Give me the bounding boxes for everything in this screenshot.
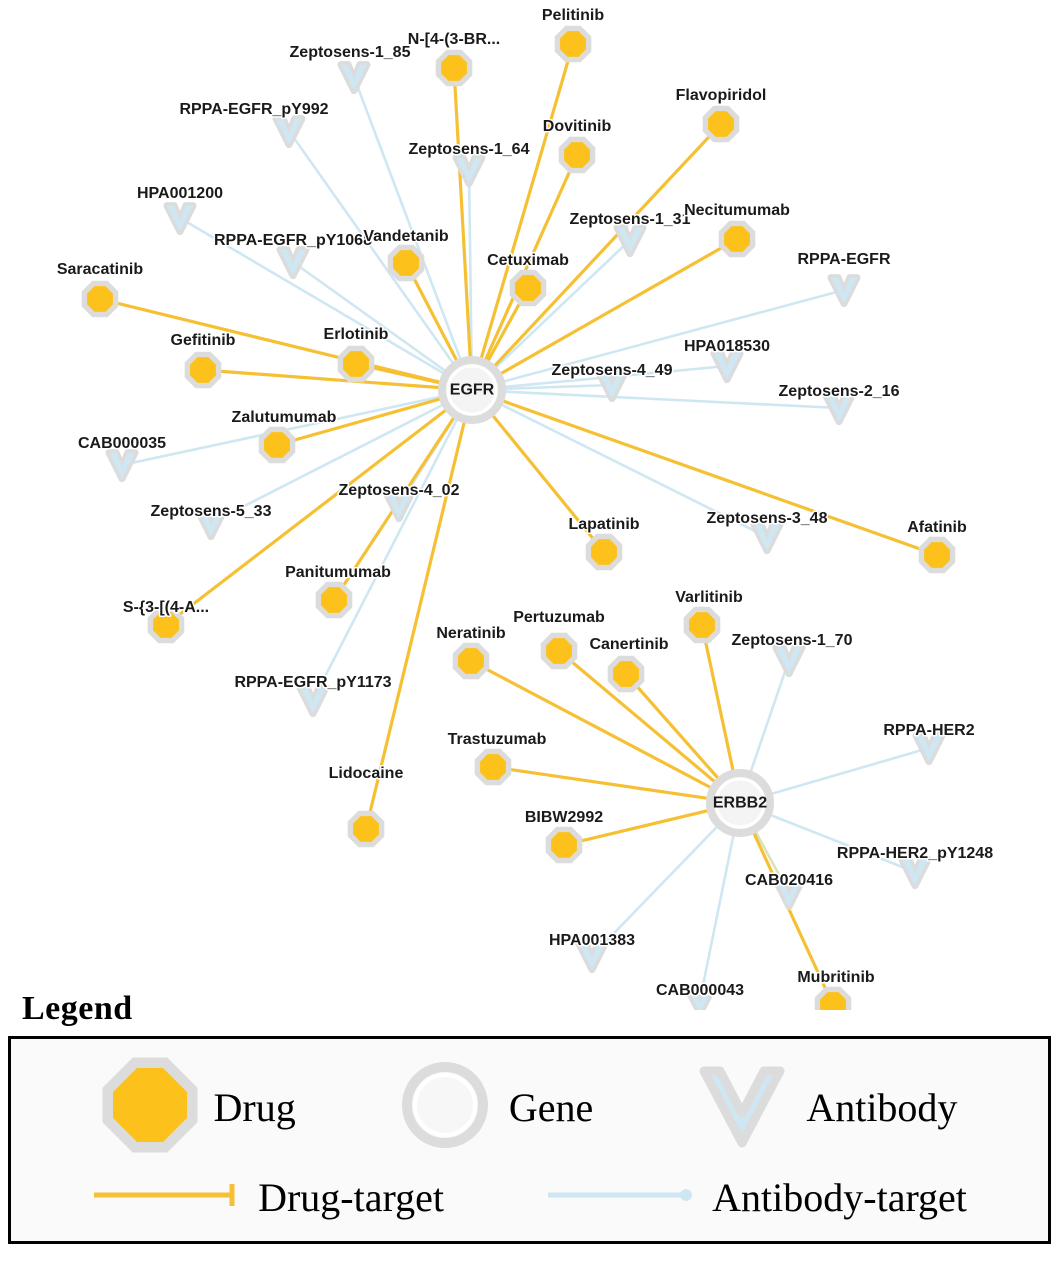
- drug-node-label: Necitumumab: [684, 202, 790, 219]
- drug-node: [391, 248, 421, 278]
- drug-node-label: Erlotinib: [323, 326, 389, 343]
- antibody-node-label: Zeptosens-2_16: [778, 383, 900, 400]
- legend: [8, 990, 1051, 1244]
- drug-target-edge: [626, 674, 720, 781]
- antibody-node: [341, 65, 367, 91]
- drug-node: [188, 355, 218, 385]
- drug-node-label: Zalutumumab: [231, 409, 337, 426]
- drug-node-label: Cetuximab: [487, 252, 569, 269]
- drug-target-edge-icon: [92, 1180, 242, 1215]
- drug-node-label: Gefitinib: [170, 332, 236, 349]
- legend-edge-row: [11, 1167, 1048, 1227]
- drug-node: [558, 29, 588, 59]
- drug-node-label: Pelitinib: [541, 7, 605, 24]
- drug-node: [341, 349, 371, 379]
- drug-node: [456, 646, 486, 676]
- antibody-node-label: Zeptosens-1_85: [289, 44, 411, 61]
- drug-node: [351, 814, 381, 844]
- drug-node-label: S-{3-[(4-A...: [122, 599, 210, 616]
- drug-node: [544, 636, 574, 666]
- antibody-node-label: Zeptosens-5_33: [150, 503, 272, 520]
- drug-node-label: Neratinib: [436, 625, 506, 642]
- antibody-node: [276, 119, 302, 145]
- antibody-node-label: RPPA-EGFR: [797, 251, 891, 268]
- legend-box: [8, 1036, 1051, 1244]
- antibody-node-label: HPA018530: [684, 338, 770, 355]
- antibody-node-label: Zeptosens-1_31: [569, 211, 691, 228]
- drug-target-edge: [702, 625, 734, 774]
- drug-node-label: Flavopiridol: [675, 87, 767, 104]
- antibody-chevron-icon: [694, 1057, 790, 1158]
- antibody-node: [916, 736, 942, 762]
- legend-item-gene: [397, 1057, 593, 1158]
- drug-node: [85, 284, 115, 314]
- antibody-node-label: Zeptosens-4_02: [338, 482, 460, 499]
- antibody-node-label: RPPA-EGFR_pY992: [179, 101, 329, 118]
- antibody-node-label: Zeptosens-3_48: [706, 510, 828, 527]
- gene-node-label: EGFR: [449, 381, 495, 399]
- drug-target-edge: [100, 299, 443, 383]
- antibody-node-label: Zeptosens-1_70: [731, 632, 853, 649]
- drug-target-edge: [480, 44, 573, 361]
- antibody-node-label: Zeptosens-1_64: [408, 141, 530, 158]
- drug-target-edge: [454, 68, 470, 360]
- legend-label-drug: Drug: [213, 1084, 296, 1130]
- drug-node: [687, 610, 717, 640]
- legend-shape-row: [11, 1053, 1048, 1161]
- antibody-node: [714, 354, 740, 380]
- antibody-node: [300, 688, 326, 714]
- antibody-target-edge: [750, 660, 789, 775]
- antibody-node-label: RPPA-HER2: [883, 722, 975, 739]
- drug-node-label: Afatinib: [907, 519, 967, 536]
- antibody-node-label: CAB000035: [77, 435, 167, 452]
- drug-node-label: Trastuzumab: [447, 731, 547, 748]
- drug-node-label: Dovitinib: [542, 118, 612, 135]
- legend-title: Legend: [22, 990, 133, 1027]
- drug-node: [922, 540, 952, 570]
- antibody-target-edge: [354, 77, 461, 362]
- drug-node-label: Lidocaine: [328, 765, 404, 782]
- drug-node: [562, 140, 592, 170]
- gene-circle-icon: [397, 1057, 493, 1158]
- drug-node-label: Canertinib: [589, 636, 669, 653]
- label-layer: [57, 7, 993, 999]
- legend-item-drug-target: [92, 1174, 444, 1221]
- drug-octagon-icon: [102, 1057, 198, 1158]
- drug-node: [262, 430, 292, 460]
- antibody-node: [776, 648, 802, 674]
- antibody-node: [280, 250, 306, 276]
- drug-node: [722, 224, 752, 254]
- drug-node-label: Lapatinib: [568, 516, 640, 533]
- drug-node-label: Panitumumab: [285, 564, 391, 581]
- drug-target-edge: [500, 400, 937, 555]
- antibody-node: [109, 453, 135, 479]
- legend-item-drug: [102, 1057, 296, 1158]
- drug-node-label: Mubritinib: [797, 969, 875, 986]
- antibody-node-label: RPPA-HER2_pY1248: [836, 845, 994, 862]
- antibody-node: [754, 525, 780, 551]
- legend-label-gene: Gene: [508, 1084, 594, 1130]
- antibody-node-label: CAB020416: [744, 872, 834, 889]
- legend-label-antibody-target: Antibody-target: [712, 1174, 967, 1220]
- drug-node: [549, 830, 579, 860]
- antibody-node: [167, 206, 193, 232]
- drug-node-label: Pertuzumab: [513, 609, 605, 626]
- drug-node-label: BIBW2992: [524, 809, 604, 826]
- drug-node-label: Saracatinib: [56, 261, 144, 278]
- legend-item-antibody-target: [546, 1174, 967, 1221]
- legend-label-antibody: Antibody: [806, 1084, 958, 1130]
- antibody-target-edge-icon: [546, 1180, 696, 1215]
- drug-node: [439, 53, 469, 83]
- antibody-node: [902, 860, 928, 886]
- drug-node-label: N-[4-(3-BR...: [407, 31, 501, 48]
- antibody-target-edge: [700, 832, 734, 1000]
- antibody-target-edge: [769, 748, 929, 795]
- antibody-node-label: HPA001200: [137, 185, 223, 202]
- antibody-node-label: CAB000043: [655, 982, 745, 999]
- drug-node: [611, 659, 641, 689]
- legend-label-drug-target: Drug-target: [258, 1174, 444, 1220]
- antibody-node: [831, 278, 857, 304]
- gene-node-label: ERBB2: [712, 794, 768, 812]
- antibody-node-label: RPPA-EGFR_pY1068: [214, 232, 372, 249]
- antibody-node-label: Zeptosens-4_49: [551, 362, 673, 379]
- antibody-node-label: HPA001383: [549, 932, 635, 949]
- drug-node: [319, 585, 349, 615]
- drug-node: [589, 537, 619, 567]
- drug-node-label: Varlitinib: [675, 589, 743, 606]
- drug-node: [513, 273, 543, 303]
- antibody-node-label: RPPA-EGFR_pY1173: [234, 674, 392, 691]
- drug-node: [706, 109, 736, 139]
- legend-item-antibody: [694, 1057, 957, 1158]
- antibody-target-edge: [768, 814, 915, 872]
- drug-node: [478, 752, 508, 782]
- drug-node-label: Vandetanib: [363, 228, 449, 245]
